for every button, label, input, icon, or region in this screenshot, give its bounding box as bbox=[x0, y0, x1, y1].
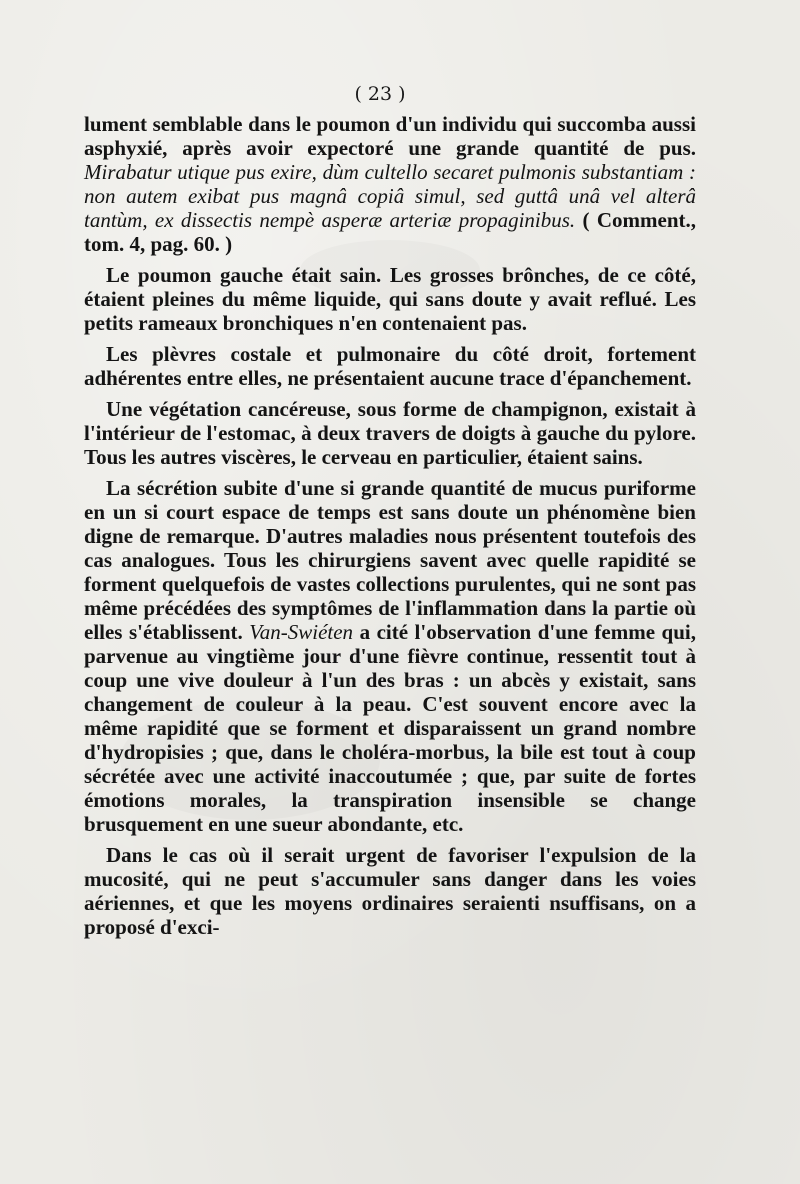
paragraph bbox=[84, 397, 696, 469]
paragraph bbox=[84, 843, 696, 939]
latin-quotation: Mirabatur utique pus exire, dùm cultello secaret pulmonis substantiam : non autem exibat pus magnâ copiâ simul, sed guttâ unâ vel alterâ tantùm, ex dissectis nempè asperæ arteriæ propaginibus. bbox=[84, 160, 696, 232]
text-run: Une végétation cancéreuse, sous forme de champignon, existait à l'intérieur de l'estomac, à deux travers de doigts à gauche du pylore. Tous les autres viscères, le cerveau en particulier, étaient sains. bbox=[84, 397, 696, 469]
citation: ( Comment., tom. 4, pag. 60. ) bbox=[84, 208, 696, 256]
paragraph bbox=[84, 112, 696, 256]
text-run: La sécrétion subite d'une si grande quantité de mucus puriforme en un si court espace de temps est sans doute un phénomène bien digne de remarque. D'autres maladies nous présentent toutefois des cas analogues. Tous les chirurgiens savent avec quelle rapidité se forment quelquefois de vastes collections purulentes, qui ne sont pas même précédées des symptômes de l'inflammation dans la partie où elles s'établissent. bbox=[84, 476, 696, 644]
paragraph bbox=[84, 263, 696, 335]
text-run: lument semblable dans le poumon d'un individu qui succomba aussi asphyxié, après avoir expectoré une grande quantité de pus. bbox=[84, 112, 696, 160]
text-run: a cité l'observation d'une femme qui, parvenue au vingtième jour d'une fièvre continue, ressentit tout à coup une vive douleur à l'un des bras : un abcès y existait, sans changement de couleur à la peau. C'est souvent encore avec la même rapidité que se forment et disparaissent un grand nombre d'hydropisies ; que, dans le choléra-morbus, la bile est tout à coup sécrétée avec une activité inaccoutumée ; que, par suite de fortes émotions morales, la transpiration insensible se change brusquement en une sueur abondante, etc. bbox=[84, 620, 696, 836]
paragraph bbox=[84, 476, 696, 836]
author-name: Van-Swiéten bbox=[249, 620, 354, 644]
text-run: Dans le cas où il serait urgent de favoriser l'expulsion de la mucosité, qui ne peut s'accumuler sans danger dans les voies aériennes, et que les moyens ordinaires seraienti nsuffisans, on a proposé d'exci- bbox=[84, 843, 696, 939]
text-run: Les plèvres costale et pulmonaire du côté droit, fortement adhérentes entre elles, ne présentaient aucune trace d'épanchement. bbox=[84, 342, 696, 390]
paragraph bbox=[84, 342, 696, 390]
body-text bbox=[84, 112, 696, 946]
page-number: ( 23 ) bbox=[354, 83, 406, 105]
text-run: Le poumon gauche était sain. Les grosses brônches, de ce côté, étaient pleines du même liquide, qui sans doute y avait reflué. Les petits rameaux bronchiques n'en contenaient pas. bbox=[84, 263, 696, 335]
